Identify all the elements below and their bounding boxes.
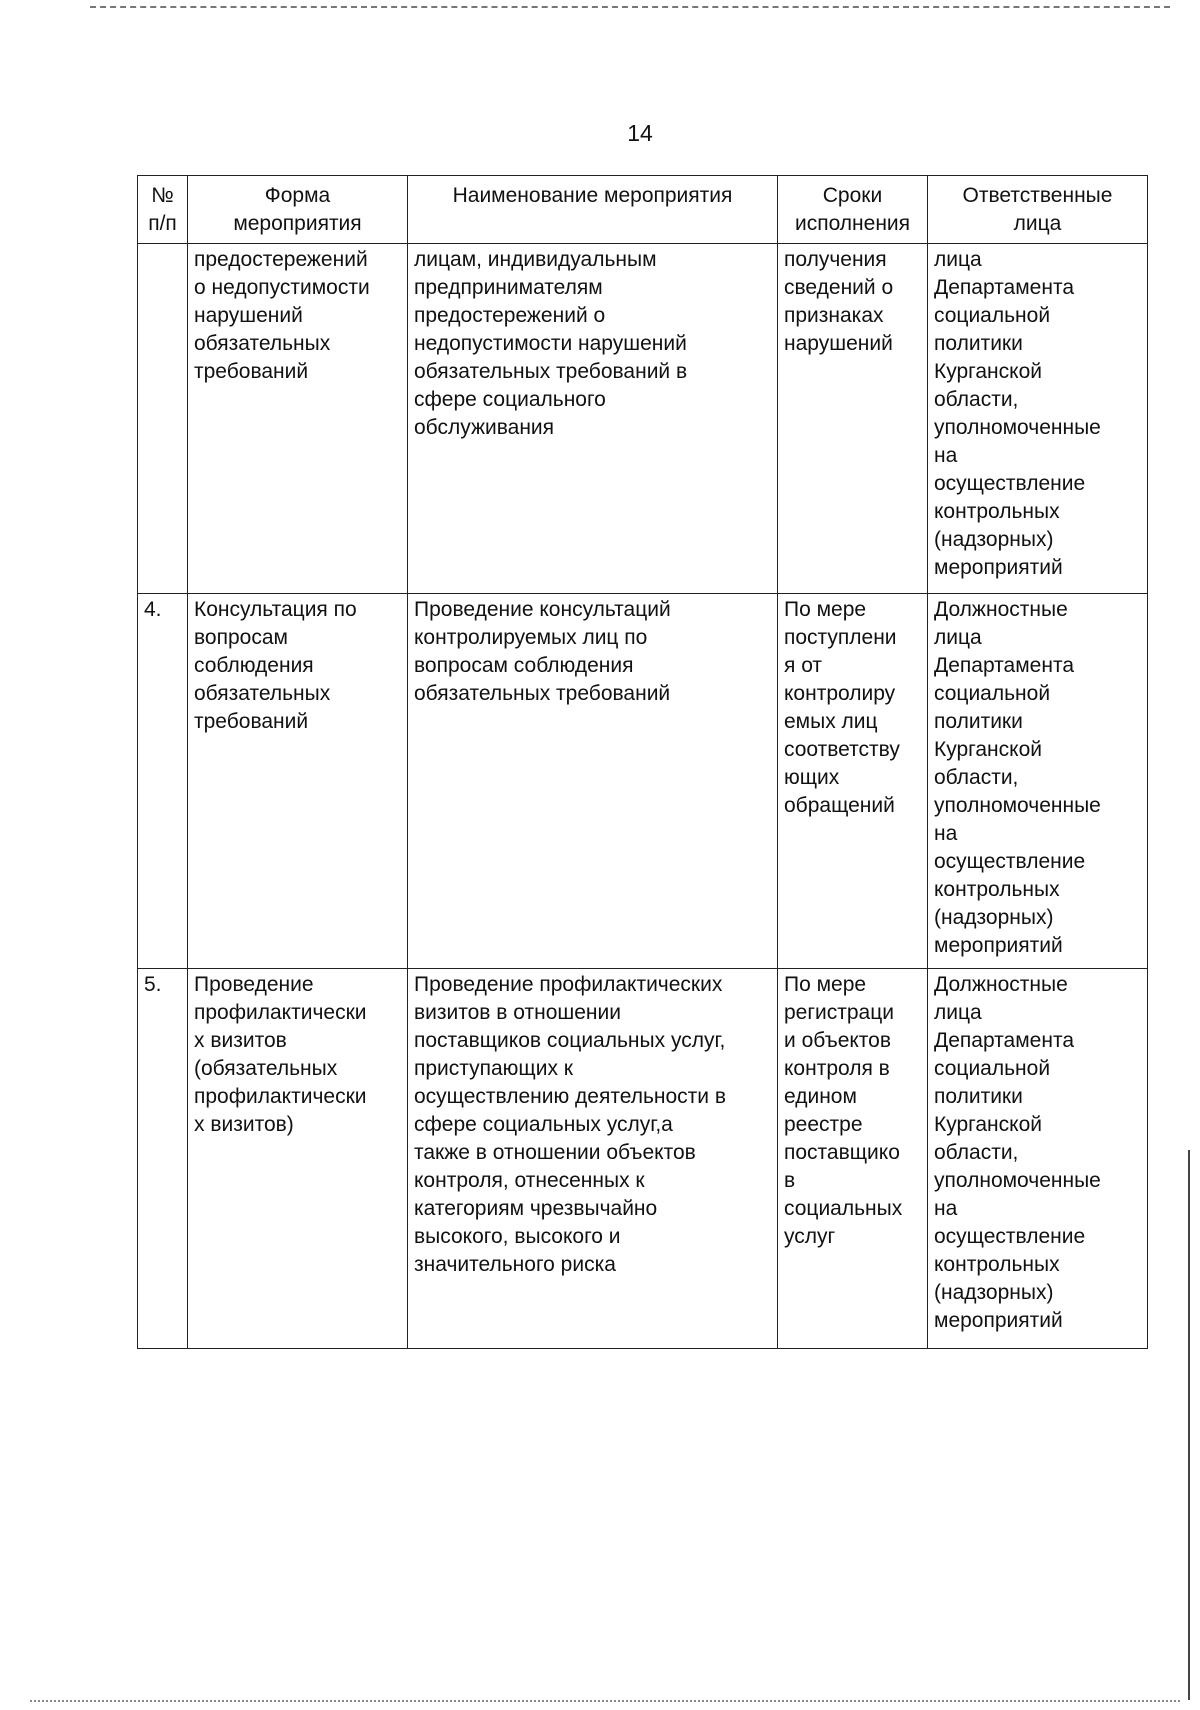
table-row [138, 594, 1148, 969]
cell-number: 5. [138, 969, 188, 1349]
cell-deadline: По мере поступлени я от контролиру емых лиц соответству ющих обращений [778, 594, 928, 969]
cell-number [138, 244, 188, 594]
cell-name: лицам, индивидуальным предпринимателям предостережений о недопустимости нарушений обязательных требований в сфере социального обслуживания [408, 244, 778, 594]
measures-table [137, 175, 1148, 1349]
scan-artifact-right [1188, 1150, 1190, 1700]
page-number: 14 [627, 120, 653, 146]
table-header-row [138, 176, 1148, 244]
cell-name: Проведение профилактических визитов в отношении поставщиков социальных услуг, приступающих к осуществлению деятельности в сфере социальных услуг,а также в отношении объектов контроля, отнесенных к категориям чрезвычайно высокого, высокого и значительного риска [408, 969, 778, 1349]
table-row [138, 969, 1148, 1349]
cell-number: 4. [138, 594, 188, 969]
header-number: № п/п [138, 176, 188, 244]
header-form: Форма мероприятия [188, 176, 408, 244]
scan-artifact-bottom [30, 1700, 1180, 1704]
header-name: Наименование мероприятия [408, 176, 778, 244]
cell-name: Проведение консультаций контролируемых лиц по вопросам соблюдения обязательных требований [408, 594, 778, 969]
header-responsible: Ответственные лица [928, 176, 1148, 244]
table-row [138, 244, 1148, 594]
cell-deadline: По мере регистраци и объектов контроля в едином реестре поставщико в социальных услуг [778, 969, 928, 1349]
cell-form: Консультация по вопросам соблюдения обязательных требований [188, 594, 408, 969]
cell-responsible: Должностные лица Департамента социальной политики Курганской области, уполномоченные на осуществление контрольных (надзорных) мероприятий [928, 594, 1148, 969]
cell-deadline: получения сведений о признаках нарушений [778, 244, 928, 594]
cell-form: предостережений о недопустимости нарушений обязательных требований [188, 244, 408, 594]
cell-responsible: Должностные лица Департамента социальной политики Курганской области, уполномоченные на осуществление контрольных (надзорных) мероприятий [928, 969, 1148, 1349]
cell-form: Проведение профилактически х визитов (обязательных профилактически х визитов) [188, 969, 408, 1349]
scan-artifact-top [90, 6, 1170, 10]
header-deadline: Сроки исполнения [778, 176, 928, 244]
cell-responsible: лица Департамента социальной политики Курганской области, уполномоченные на осуществление контрольных (надзорных) мероприятий [928, 244, 1148, 594]
